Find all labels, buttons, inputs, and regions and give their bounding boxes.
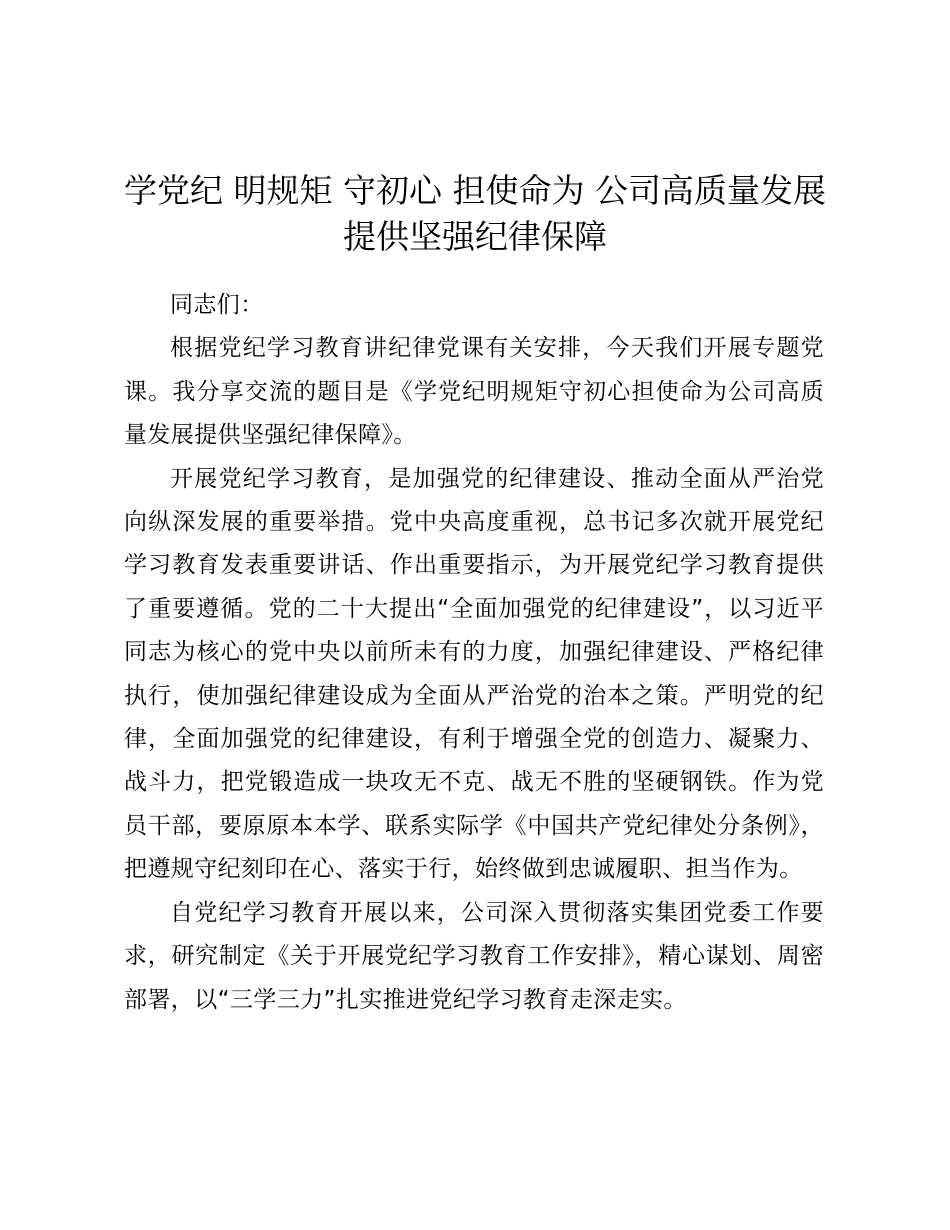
paragraph-significance: 开展党纪学习教育，是加强党的纪律建设、推动全面从严治党向纵深发展的重要举措。党中央高度重视，总书记多次就开展党纪学习教育发表重要讲话、作出重要指示，为开展党纪学习教育提供了重要遵循。党的二十大提出“全面加强党的纪律建设”，以习近平同志为核心的党中央以前所未有的力度，加强纪律建设、严格纪律执行，使加强纪律建设成为全面从严治党的治本之策。严明党的纪律，全面加强党的纪律建设，有利于增强全党的创造力、凝聚力、战斗力，把党锻造成一块攻无不克、战无不胜的坚硬钢铁。作为党员干部，要原原本本学、联系实际学《中国共产党纪律处分条例》，把遵规守纪刻印在心、落实于行，始终做到忠诚履职、担当作为。 [124, 465, 824, 883]
paragraph-intro: 根据党纪学习教育讲纪律党课有关安排，今天我们开展专题党课。我分享交流的题目是《学党纪明规矩守初心担使命为公司高质量发展提供坚强纪律保障》。 [124, 335, 824, 449]
document-body [124, 284, 824, 1022]
salutation: 同志们： [170, 292, 264, 318]
document-title: 学党纪 明规矩 守初心 担使命为 公司高质量发展提供坚强纪律保障 [124, 171, 826, 256]
paragraph-progress: 自党纪学习教育开展以来，公司深入贯彻落实集团党委工作要求，研究制定《关于开展党纪学习教育工作安排》，精心谋划、周密部署，以“三学三力”扎实推进党纪学习教育走深走实。 [124, 899, 824, 1013]
